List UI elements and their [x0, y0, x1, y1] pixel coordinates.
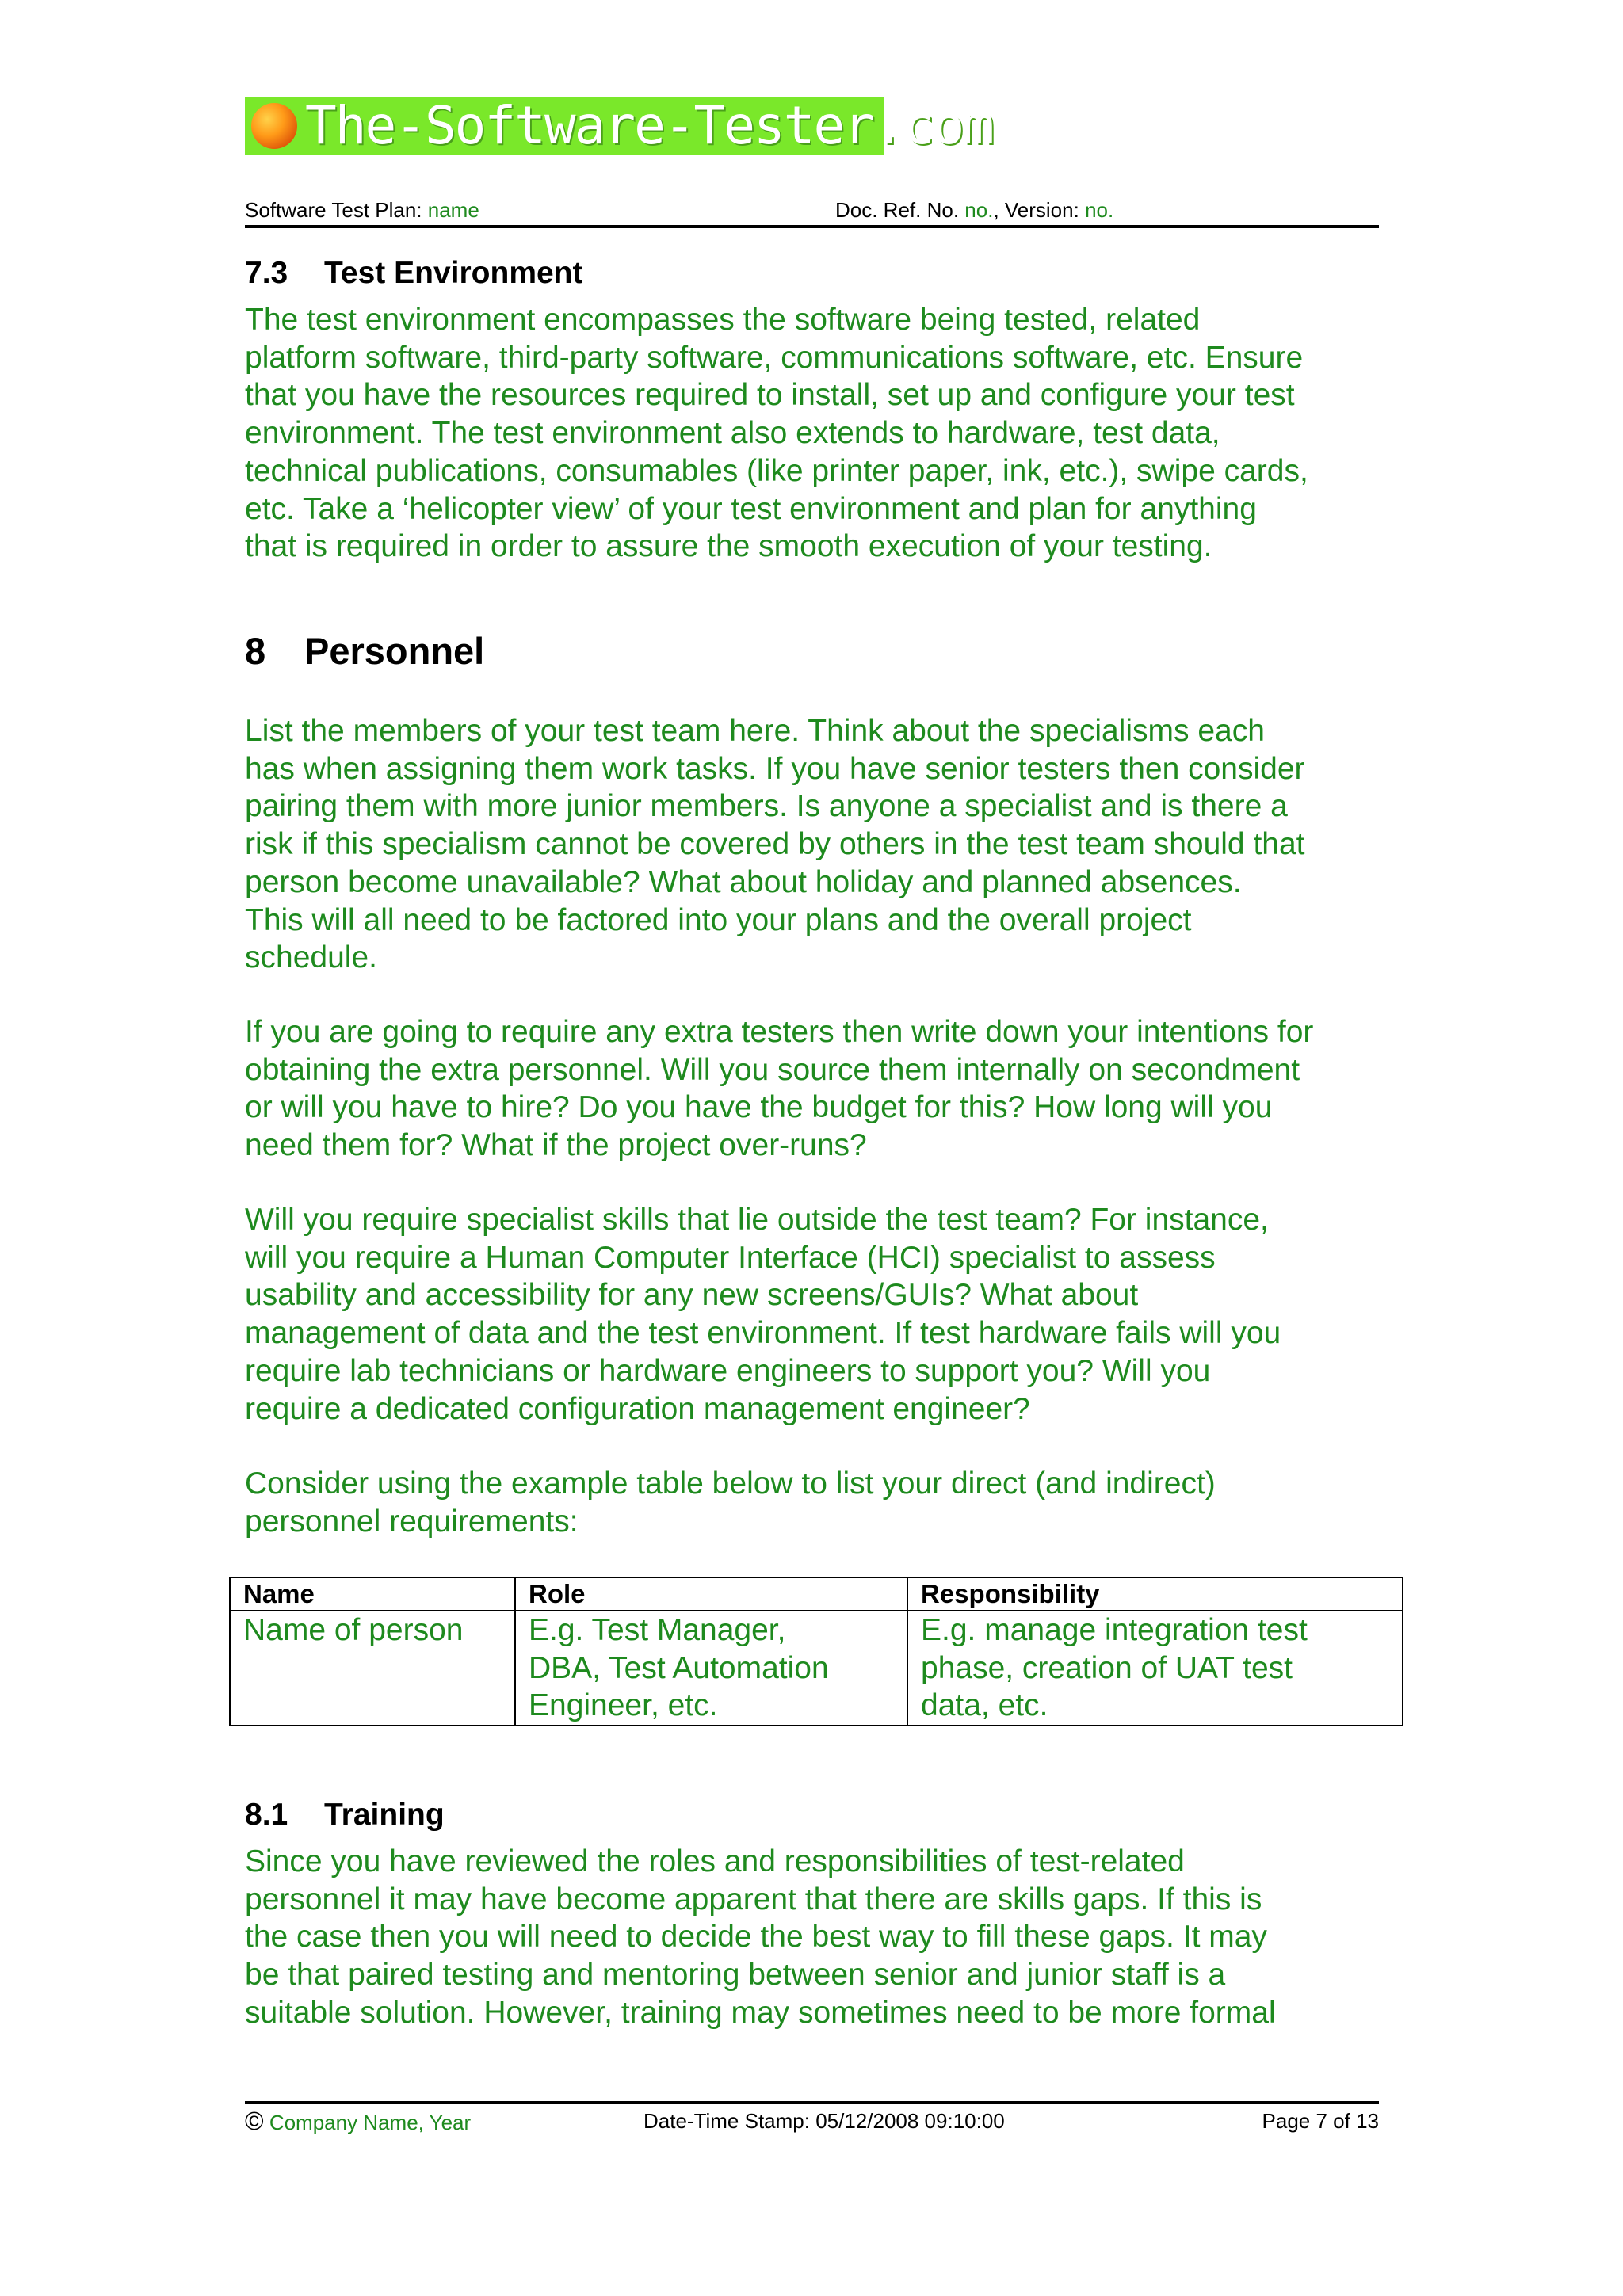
page-footer — [245, 2107, 1379, 2139]
footer-company: © Company Name, Year — [245, 2107, 472, 2135]
footer-divider — [245, 2101, 1379, 2104]
table-cell-name: Name of person — [230, 1611, 515, 1726]
footer-page-number: Page 7 of 13 — [1262, 2109, 1379, 2133]
site-logo — [245, 95, 993, 156]
header-ref: Doc. Ref. No. no., Version: no. — [835, 198, 1114, 222]
header-divider — [245, 225, 1379, 228]
personnel-table — [229, 1577, 1403, 1726]
section-heading-8: 8 Personnel — [245, 630, 485, 672]
table-cell-responsibility: E.g. manage integration test phase, creation of UAT test data, etc. — [907, 1611, 1403, 1726]
copyright-icon: © — [245, 2107, 264, 2135]
table-header-row — [230, 1577, 1403, 1611]
column-header-role: Role — [515, 1577, 907, 1611]
logo-text: The-Software-Tester.com — [305, 95, 993, 156]
section-heading-7-3: 7.3 Test Environment — [245, 256, 583, 290]
personnel-paragraph-4: Consider using the example table below to list your direct (and indirect) personnel requirements: — [245, 1466, 1216, 1539]
personnel-paragraph-3: Will you require specialist skills that lie outside the test team? For instance, will you require a Human Computer Interface (HCI) specialist to assess usability and accessibility for any new screens/GUIs? What about management of data and the test environment. If test hardware fails will you require lab technicians or hardware engineers to support you? Will you require a dedicated configuration management engineer? — [245, 1203, 1281, 1426]
section-7-3-paragraph: The test environment encompasses the software being tested, related platform software, third-party software, communications software, etc. Ensure that you have the resources required to install, set up and configure your test environment. The test environment also extends to hardware, test data, technical publications, consumables (like printer paper, ink, etc.), swipe cards, etc. Take a ‘helicopter view’ of your test environment and plan for anything that is required in order to assure the smooth execution of your testing. — [245, 303, 1308, 564]
column-header-name: Name — [230, 1577, 515, 1611]
header-version-value: no. — [1085, 198, 1114, 222]
table-row — [230, 1611, 1403, 1726]
logo-ball-icon — [251, 103, 297, 149]
header-plan: Software Test Plan: name — [245, 198, 479, 222]
page-header — [245, 196, 1379, 228]
footer-timestamp: Date-Time Stamp: 05/12/2008 09:10:00 — [643, 2109, 1005, 2133]
header-plan-value: name — [427, 198, 479, 222]
section-8-1-paragraph: Since you have reviewed the roles and responsibilities of test-related personnel it may have become apparent that there are skills gaps. If this is the case then you will need to decide the best way to fill these gaps. It may be that paired testing and mentoring between senior and junior staff is a suitable solution. However, training may sometimes need to be more formal — [245, 1844, 1276, 2030]
personnel-paragraph-2: If you are going to require any extra testers then write down your intentions for obtaining the extra personnel. Will you source them internally on secondment or will you have to hire? Do you have the budget for this? How long will you need them for? What if the project over-runs? — [245, 1015, 1314, 1163]
personnel-paragraph-1: List the members of your test team here. Think about the specialisms each has when assigning them work tasks. If you have senior testers then consider pairing them with more junior members. Is anyone a specialist and is there a risk if this specialism cannot be covered by others in the test team should that person become unavailable? What about holiday and planned absences. This will all need to be factored into your plans and the overall project schedule. — [245, 714, 1305, 975]
header-ref-value: no. — [964, 198, 994, 222]
table-cell-role: E.g. Test Manager, DBA, Test Automation Engineer, etc. — [515, 1611, 907, 1726]
column-header-responsibility: Responsibility — [907, 1577, 1403, 1611]
section-heading-8-1: 8.1 Training — [245, 1798, 445, 1832]
